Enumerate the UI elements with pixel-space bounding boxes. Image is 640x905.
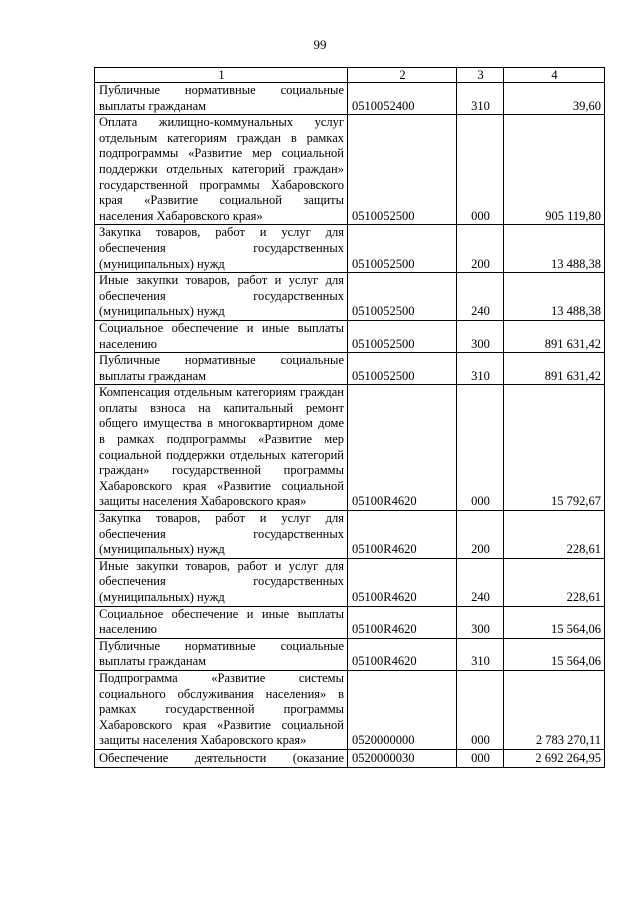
table-row xyxy=(95,511,605,559)
page-number: 99 xyxy=(313,37,327,52)
row-amount: 15 564,06 xyxy=(504,638,605,670)
row-amount: 39,60 xyxy=(504,83,605,115)
row-kind: 310 xyxy=(457,353,504,385)
row-code: 0510052500 xyxy=(348,353,457,385)
row-name: Компенсация отдельным категориям граждан оплаты взноса на капитальный ремонт общего имущества в многоквартирном доме в рамках подпрограммы «Развитие мер социальной поддержки отдельных категорий граждан» государственной программы Хабаровского края «Развитие социальной защиты населения Хабаровского края» xyxy=(95,385,348,511)
row-name: Закупка товаров, работ и услуг для обеспечения государственных (муниципальных) нужд xyxy=(95,225,348,273)
row-amount: 905 119,80 xyxy=(504,115,605,225)
table-row xyxy=(95,320,605,352)
row-code: 0510052500 xyxy=(348,225,457,273)
table-row xyxy=(95,83,605,115)
row-code: 05100R4620 xyxy=(348,638,457,670)
row-amount: 228,61 xyxy=(504,558,605,606)
budget-table xyxy=(94,67,605,768)
row-code: 0520000000 xyxy=(348,670,457,749)
row-code: 0520000030 xyxy=(348,749,457,767)
row-amount: 891 631,42 xyxy=(504,320,605,352)
table-header-row xyxy=(95,68,605,83)
row-code: 05100R4620 xyxy=(348,606,457,638)
row-kind: 200 xyxy=(457,225,504,273)
row-amount: 13 488,38 xyxy=(504,225,605,273)
table-row xyxy=(95,225,605,273)
row-kind: 000 xyxy=(457,670,504,749)
table-row xyxy=(95,558,605,606)
column-header-kind: 3 xyxy=(457,68,504,83)
row-name: Социальное обеспечение и иные выплаты населению xyxy=(95,606,348,638)
row-name: Публичные нормативные социальные выплаты гражданам xyxy=(95,83,348,115)
table-row xyxy=(95,385,605,511)
row-kind: 310 xyxy=(457,638,504,670)
row-kind: 240 xyxy=(457,558,504,606)
row-code: 0510052400 xyxy=(348,83,457,115)
row-name: Закупка товаров, работ и услуг для обеспечения государственных (муниципальных) нужд xyxy=(95,511,348,559)
table-row xyxy=(95,115,605,225)
table-row xyxy=(95,670,605,749)
row-kind: 300 xyxy=(457,320,504,352)
row-code: 05100R4620 xyxy=(348,558,457,606)
row-kind: 000 xyxy=(457,385,504,511)
row-amount: 2 783 270,11 xyxy=(504,670,605,749)
row-code: 05100R4620 xyxy=(348,511,457,559)
row-name: Социальное обеспечение и иные выплаты населению xyxy=(95,320,348,352)
row-name: Иные закупки товаров, работ и услуг для обеспечения государственных (муниципальных) нужд xyxy=(95,273,348,321)
column-header-code: 2 xyxy=(348,68,457,83)
table-row xyxy=(95,353,605,385)
row-kind: 300 xyxy=(457,606,504,638)
row-name: Обеспечение деятельности (оказание xyxy=(95,749,348,767)
row-amount: 15 792,67 xyxy=(504,385,605,511)
table-row xyxy=(95,749,605,767)
row-name: Подпрограмма «Развитие системы социального обслуживания населения» в рамках государственной программы Хабаровского края «Развитие социальной защиты населения Хабаровского края» xyxy=(95,670,348,749)
column-header-name: 1 xyxy=(95,68,348,83)
row-code: 0510052500 xyxy=(348,115,457,225)
table-row xyxy=(95,273,605,321)
row-amount: 891 631,42 xyxy=(504,353,605,385)
row-code: 05100R4620 xyxy=(348,385,457,511)
row-amount: 15 564,06 xyxy=(504,606,605,638)
row-amount: 228,61 xyxy=(504,511,605,559)
row-code: 0510052500 xyxy=(348,273,457,321)
row-kind: 310 xyxy=(457,83,504,115)
row-kind: 200 xyxy=(457,511,504,559)
column-header-amount: 4 xyxy=(504,68,605,83)
row-name: Публичные нормативные социальные выплаты гражданам xyxy=(95,638,348,670)
table-row xyxy=(95,638,605,670)
row-kind: 000 xyxy=(457,749,504,767)
row-code: 0510052500 xyxy=(348,320,457,352)
row-amount: 2 692 264,95 xyxy=(504,749,605,767)
row-amount: 13 488,38 xyxy=(504,273,605,321)
row-name: Оплата жилищно-коммунальных услуг отдельным категориям граждан в рамках подпрограммы «Развитие мер социальной поддержки отдельных категорий граждан» государственной программы Хабаровского края «Развитие социальной защиты населения Хабаровского края» xyxy=(95,115,348,225)
row-kind: 000 xyxy=(457,115,504,225)
row-name: Публичные нормативные социальные выплаты гражданам xyxy=(95,353,348,385)
row-name: Иные закупки товаров, работ и услуг для обеспечения государственных (муниципальных) нужд xyxy=(95,558,348,606)
row-kind: 240 xyxy=(457,273,504,321)
table-row xyxy=(95,606,605,638)
